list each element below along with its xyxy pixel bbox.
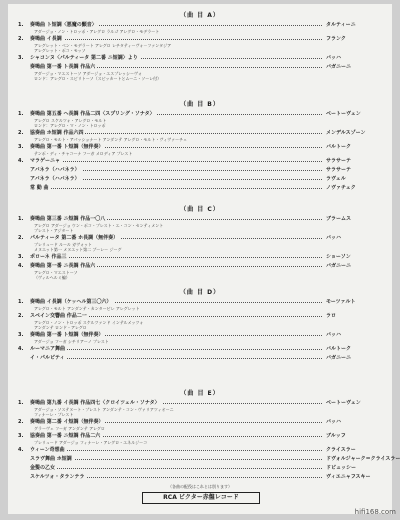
- movement-list: アレグロ・ノン・トロッポ スケルツァンド インテルメッツォ: [34, 320, 144, 325]
- movement-list: アレグレット・ベン・モデラート アレグロ レチタティーヴォ－ファンタジア: [34, 43, 172, 48]
- footer-note: （各曲の配役はこれとは別ります）: [168, 484, 232, 489]
- movement-list: フィナーレ・プレスト: [34, 412, 74, 417]
- item-title: パルティータ 第二番 ホ長調（無伴奏）: [30, 235, 119, 241]
- item-title: ポローネ 作品三: [30, 254, 67, 260]
- composer-name: フランク: [326, 36, 384, 42]
- movement-list: アンダンテ ロンド・アレグロ: [34, 325, 87, 330]
- item-title: ウィーン奇想曲: [30, 447, 65, 453]
- item-title: 奏鳴曲 第九番 イ長調 作品四七〈クロイツェル・ソナタ〉: [30, 400, 160, 406]
- item-title: アバネラ（ハバネラ）: [30, 176, 80, 182]
- movement-list: アレグロ スケルツォ・アレグロ・モルト: [34, 118, 107, 123]
- item-number: 2.: [18, 313, 24, 319]
- item-title: 協奏曲 第一番 ニ短調 作品二六: [30, 433, 101, 439]
- composer-name: バッハ: [326, 332, 384, 338]
- composer-name: ドヴォルジャーク＝クライスラー: [326, 456, 400, 462]
- movement-list: アダージョ フーガ シチリアーノ プレスト: [34, 339, 109, 344]
- item-title: マラゲーニャ: [30, 158, 61, 164]
- movement-list: ロンド：アレグロ・スピリトーソ（スピッカートとムーニ・ソーレ付）: [34, 76, 162, 81]
- item-title: 奏鳴曲 第一番 ト長調 作品六: [30, 64, 96, 70]
- item-title: 協奏曲 ホ短調 作品六四: [30, 130, 84, 136]
- composer-name: ラヴェル: [326, 176, 384, 182]
- item-number: 3.: [18, 55, 24, 61]
- composer-name: ベートーヴェン: [326, 400, 384, 406]
- composer-name: バルトーク: [326, 346, 384, 352]
- item-number: 2.: [18, 36, 24, 42]
- item-title: 奏鳴曲 ト短調〈悪魔の顫音〉: [30, 22, 97, 28]
- composer-name: バルトーク: [326, 144, 384, 150]
- dot-leader: [30, 450, 322, 451]
- composer-name: ショーソン: [326, 254, 384, 260]
- movement-list: アダージョ・マエストーソ アダージョ・エスプレッシーヴォ: [34, 71, 142, 76]
- composer-name: ベートーヴェン: [326, 111, 384, 117]
- composer-name: バッハ: [326, 235, 384, 241]
- item-number: 1.: [18, 111, 24, 117]
- composer-name: ブルッフ: [326, 433, 384, 439]
- item-title: 奏鳴曲 イ長調（ケッヘル第三〇六）: [30, 299, 112, 305]
- item-title: スケルツォ・タランテラ: [30, 474, 85, 480]
- item-title: アバネラ（ハバネラ）: [30, 167, 80, 173]
- movement-list: プレスト・アジタート: [34, 228, 74, 233]
- item-title: 常 動 曲: [30, 185, 49, 191]
- movement-list: アダージョ・ノン・トロッポ・アレグロ ラルゴ アレグロ・モデラート: [34, 29, 160, 34]
- section-header: （曲 目 E）: [180, 390, 220, 397]
- item-number: 2.: [18, 235, 24, 241]
- item-title: 奏鳴曲 第二番 イ短調（無伴奏）: [30, 419, 104, 425]
- dot-leader: [30, 358, 322, 359]
- composer-name: サラサーテ: [326, 167, 384, 173]
- composer-name: バガニーニ: [326, 263, 384, 269]
- composer-name: バガニーニ: [326, 64, 384, 70]
- item-title: イ・パルピティ: [30, 355, 65, 361]
- section-header: （曲 目 A）: [180, 12, 220, 19]
- movement-list: ロンド：アレグロ・マ・ノン・トロッポ: [34, 123, 106, 128]
- item-number: 4.: [18, 346, 24, 352]
- movement-list: アダージョ・ソステヌート・プレスト アンダンテ・コン・ヴァリアツィオーニ: [34, 407, 174, 412]
- item-title: 奏鳴曲 第一番 ト短調（無伴奏）: [30, 332, 104, 338]
- item-number: 2.: [18, 419, 24, 425]
- item-number: 4.: [18, 447, 24, 453]
- composer-name: メンデルスゾーン: [326, 130, 384, 136]
- item-number: 4.: [18, 263, 24, 269]
- section-header: （曲 目 D）: [179, 289, 221, 296]
- item-number: 4.: [18, 158, 24, 164]
- item-title: スラヴ舞曲 ホ短調: [30, 456, 72, 462]
- dot-leader: [30, 349, 322, 350]
- item-title: 奏鳴曲 第一番 ト短調（無伴奏）: [30, 144, 104, 150]
- movement-list: （ヴィルヘルミ編）: [34, 275, 70, 280]
- movement-list: メヌエット第一 メヌエット第二 ブーレー ジーグ: [34, 247, 122, 252]
- item-title: ルーマニア舞曲: [30, 346, 66, 352]
- item-title: シャコンヌ〈パルティータ 第二番 ニ短調〉より: [30, 55, 138, 61]
- dot-leader: [30, 188, 322, 189]
- dot-leader: [30, 39, 322, 40]
- movement-list: アレグロ・モルト・アパッショナート アンダンテ アレグロ・モルト・ヴィヴァーチェ: [34, 137, 187, 142]
- item-title: スペイン交響曲 作品二一: [30, 313, 87, 319]
- composer-name: バッハ: [326, 55, 384, 61]
- item-number: 3.: [18, 332, 24, 338]
- movement-list: プレリュード ルール ガヴォット: [34, 242, 93, 247]
- composer-name: クライスラー: [326, 447, 384, 453]
- record-label-box: RCA ビクター赤盤レコード: [142, 492, 260, 504]
- item-number: 1.: [18, 299, 24, 305]
- item-number: 1.: [18, 22, 24, 28]
- item-number: 3.: [18, 433, 24, 439]
- composer-name: ブラームス: [326, 216, 384, 222]
- dot-leader: [30, 468, 322, 469]
- item-number: 3.: [18, 254, 24, 260]
- watermark: hifi168.com: [354, 508, 396, 516]
- item-number: 2.: [18, 130, 24, 136]
- dot-leader: [30, 459, 322, 460]
- program-sheet: [8, 4, 400, 514]
- item-title: 奏鳴曲 第一番 ニ長調 作品六: [30, 263, 96, 269]
- item-title: 奏鳴曲 第三番 ニ短調 作品一〇八: [30, 216, 106, 222]
- composer-name: サラサーテ: [326, 158, 384, 164]
- section-header: （曲 目 B）: [180, 101, 220, 108]
- composer-name: ラロ: [326, 313, 384, 319]
- composer-name: バッハ: [326, 419, 384, 425]
- dot-leader: [30, 161, 322, 162]
- movement-list: テンポ・ディ・チャコーナ フーガ メロディア プレスト: [34, 151, 133, 156]
- composer-name: ドビュッシー: [326, 465, 384, 471]
- composer-name: タルティーニ: [326, 22, 384, 28]
- item-title: 奏鳴曲 イ長調: [30, 36, 62, 42]
- composer-name: ノヴァチェク: [326, 185, 384, 191]
- movement-list: アレグロ・マエストーソ: [34, 270, 78, 275]
- dot-leader: [30, 257, 322, 258]
- item-number: 3.: [18, 144, 24, 150]
- item-title: 金髪の乙女: [30, 465, 56, 471]
- movement-list: グラーヴェ フーガ アンダンテ アレグロ: [34, 426, 105, 431]
- movement-list: プレリュード アダージョ フィナーレ・アレグロ・エネルジーコ: [34, 440, 148, 445]
- item-title: 奏鳴曲 第五番 ヘ長調 作品二四〈スプリング・ソナタ〉: [30, 111, 155, 117]
- item-number: 1.: [18, 216, 24, 222]
- composer-name: バガニーニ: [326, 355, 384, 361]
- movement-list: アレグロ・モルト アンダンテ・カンタービレ アレグレット: [34, 306, 140, 311]
- movement-list: アレグロ アダージョ ウン・ポコ・プレスト・エ・コン・センティメント: [34, 223, 164, 228]
- section-header: （曲 目 C）: [180, 206, 220, 213]
- composer-name: ヴィエニャフスキー: [326, 474, 384, 480]
- item-number: 1.: [18, 400, 24, 406]
- movement-list: アレグレット・ポコ・モッソ: [34, 48, 86, 53]
- composer-name: モーツァルト: [326, 299, 384, 305]
